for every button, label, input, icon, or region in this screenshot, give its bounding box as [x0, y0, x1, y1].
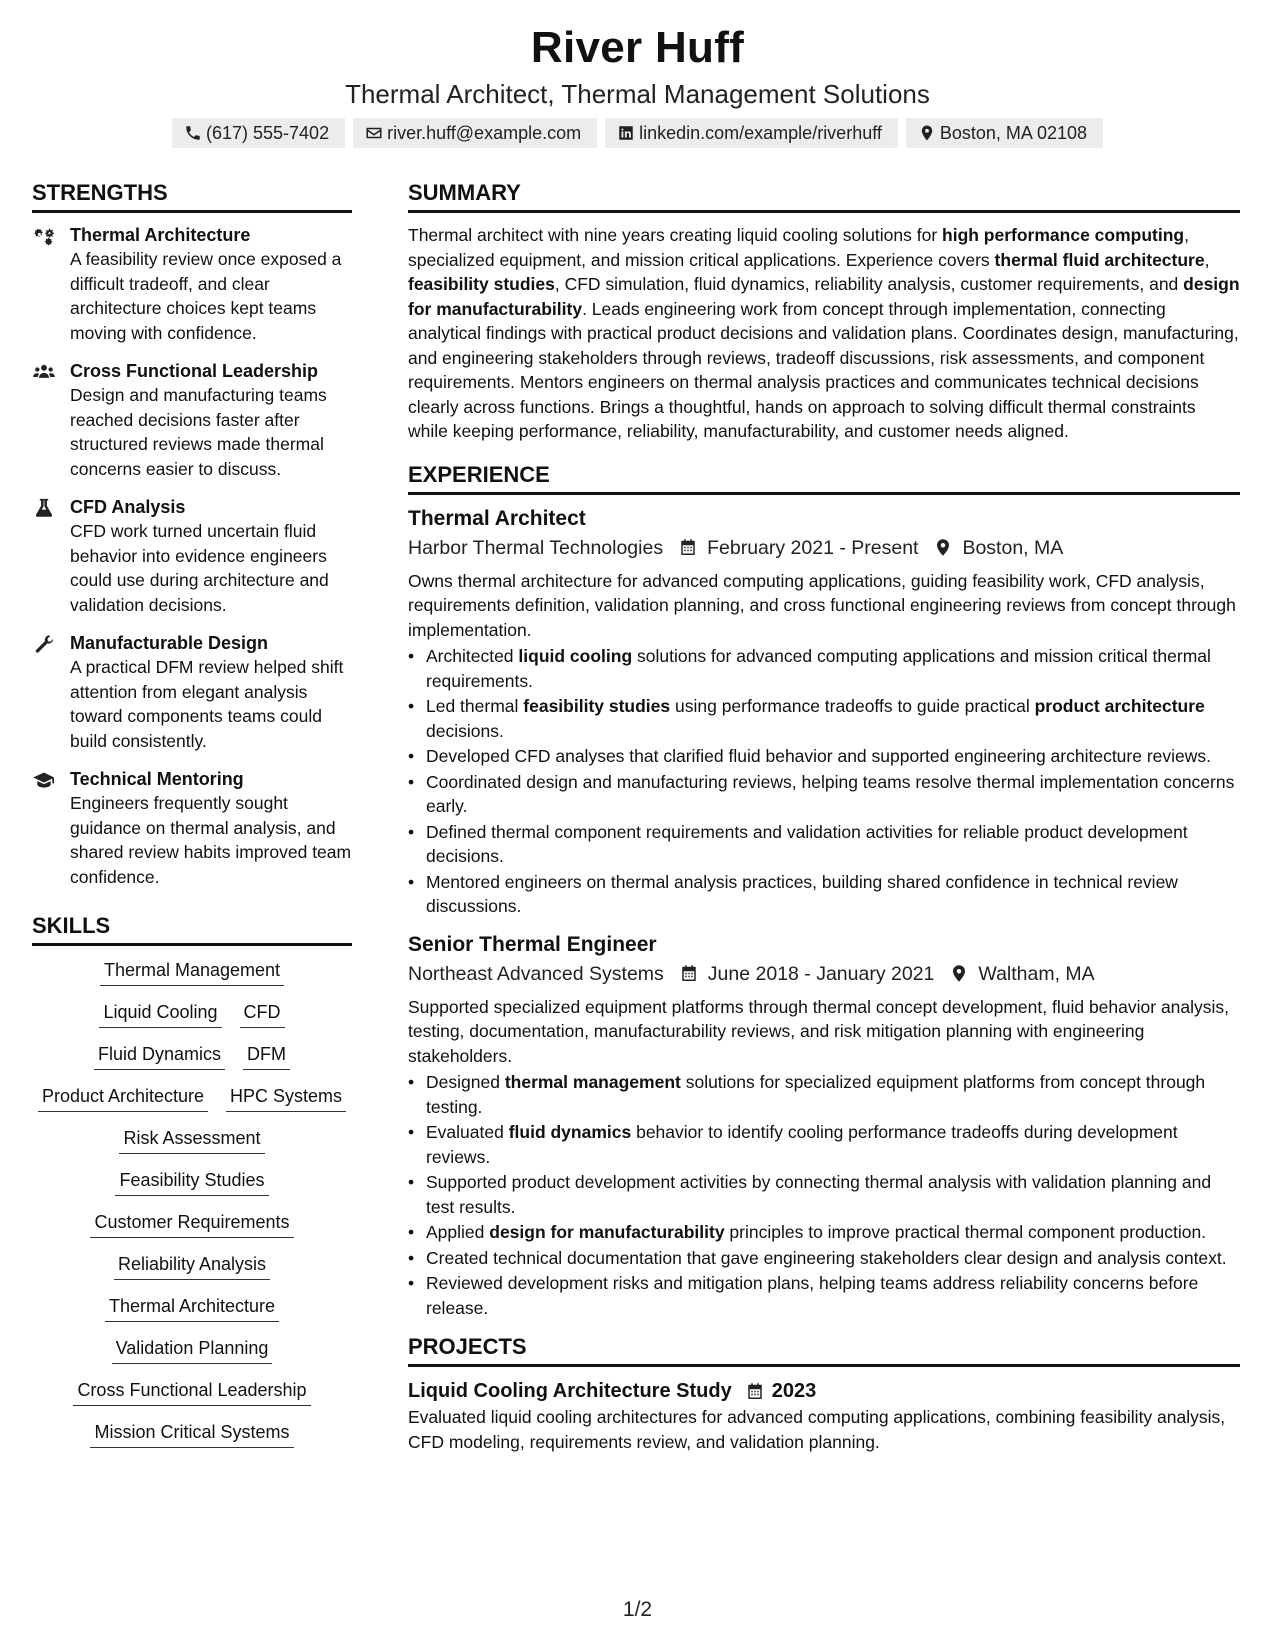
- job-location: Waltham, MA: [978, 962, 1095, 985]
- skill-tag: HPC Systems: [226, 1084, 346, 1112]
- map-pin-icon: [918, 124, 936, 142]
- strength-title: Manufacturable Design: [70, 633, 269, 653]
- summary-text: , specialized equipment, and mission critical applications. Experience covers: [408, 225, 1189, 270]
- job-description: Supported specialized equipment platforms through thermal concept development, fluid behavior analysis, testing, documentation, manufacturability reviews, and risk mitigation planning with engineering stakeholders.: [408, 996, 1230, 1066]
- linkedin-icon: [617, 124, 635, 142]
- strength-description: Design and manufacturing teams reached decisions faster after structured reviews made thermal concerns easier to discuss.: [70, 385, 327, 479]
- summary-text: Thermal architect with nine years creating liquid cooling solutions for: [408, 225, 943, 245]
- bullet-text: Coordinated design and manufacturing reviews, helping teams resolve thermal implementation concerns early.: [426, 771, 1235, 816]
- bullet-item: [408, 744, 1240, 769]
- bullet-text: Designed: [426, 1072, 505, 1092]
- bullet-item: [408, 1220, 1240, 1245]
- phone-icon: [184, 124, 202, 142]
- summary-keyword: high performance computing: [942, 225, 1185, 245]
- bullet-text: Mentored engineers on thermal analysis practices, building shared confidence in technical review discussions.: [426, 871, 1178, 916]
- bullet-text: Defined thermal component requirements and validation activities for reliable product development decisions.: [426, 821, 1188, 866]
- bullet-keyword: fluid dynamics: [508, 1122, 632, 1142]
- job-title: Senior Thermal Engineer: [408, 932, 657, 956]
- project-description: Evaluated liquid cooling architectures for advanced computing applications, combining feasibility analysis, CFD modeling, requirements review, and validation planning.: [408, 1407, 1226, 1452]
- skill-tag: Risk Assessment: [119, 1126, 264, 1154]
- contact-location-text: Boston, MA 02108: [939, 123, 1087, 143]
- summary-keyword: feasibility studies: [408, 274, 555, 294]
- contact-linkedin-text: linkedin.com/example/riverhuff: [639, 123, 882, 143]
- skill-tag: Validation Planning: [112, 1336, 273, 1364]
- bullet-text: solutions for specialized equipment platforms from concept through testing.: [426, 1072, 1206, 1117]
- skill-tag: Liquid Cooling: [99, 1000, 221, 1028]
- project-title: Liquid Cooling Architecture Study: [408, 1380, 732, 1402]
- strength-title: CFD Analysis: [70, 497, 186, 517]
- projects-heading: PROJECTS: [408, 1332, 1240, 1367]
- bullet-text: Created technical documentation that gave engineering stakeholders clear design and analysis context.: [426, 1247, 1227, 1268]
- skill-row: [119, 1126, 264, 1154]
- skill-tag: Fluid Dynamics: [94, 1042, 225, 1070]
- skill-row: [90, 1420, 293, 1448]
- summary-keyword: design for manufacturability: [408, 274, 1240, 319]
- bullet-item: [408, 1070, 1240, 1119]
- skill-row: [99, 1000, 284, 1028]
- gears-icon: [32, 226, 56, 246]
- flask-icon: [32, 498, 56, 518]
- skill-row: [94, 1042, 290, 1070]
- skill-tag: Mission Critical Systems: [90, 1420, 293, 1448]
- skill-row: [73, 1378, 310, 1406]
- summary-paragraph: [408, 223, 1240, 444]
- job-dates: February 2021 - Present: [707, 536, 919, 559]
- skill-row: [38, 1084, 346, 1112]
- wrench-icon: [32, 634, 56, 654]
- summary-heading: SUMMARY: [408, 178, 1240, 213]
- bullet-item: [408, 870, 1240, 919]
- bullet-text: behavior to identify cooling performance tradeoffs during development reviews.: [426, 1122, 1178, 1167]
- strength-item: [32, 495, 352, 617]
- contact-bar: [0, 118, 1275, 148]
- strength-description: Engineers frequently sought guidance on thermal analysis, and shared review habits improved team confidence.: [70, 793, 352, 887]
- skill-row: [90, 1210, 293, 1238]
- contact-phone-text: (617) 555-7402: [205, 123, 330, 143]
- map-pin-icon: [934, 538, 952, 557]
- job-meta: [408, 959, 1240, 989]
- job-dates: June 2018 - January 2021: [707, 962, 935, 985]
- skill-tag: Customer Requirements: [90, 1210, 293, 1238]
- strength-item: [32, 631, 352, 753]
- job-company: Harbor Thermal Technologies: [408, 536, 664, 559]
- candidate-headline: Thermal Architect, Thermal Management Solutions: [345, 79, 930, 109]
- skill-row: [100, 958, 284, 986]
- skill-tag: DFM: [243, 1042, 290, 1070]
- project-entry: [408, 1377, 1240, 1454]
- bullet-item: [408, 770, 1240, 819]
- graduation-cap-icon: [32, 770, 56, 790]
- contact-phone[interactable]: [172, 118, 345, 148]
- job-description: Owns thermal architecture for advanced computing applications, guiding feasibility work, CFD analysis, requirements definition, validation planning, and cross functional engineering reviews from concept through implementation.: [408, 570, 1236, 640]
- skill-tag: Cross Functional Leadership: [73, 1378, 310, 1406]
- bullet-text: Applied: [426, 1222, 490, 1242]
- bullet-text: Evaluated: [426, 1122, 509, 1142]
- bullet-item: [408, 1271, 1240, 1320]
- bullet-item: [408, 644, 1240, 693]
- strength-title: Technical Mentoring: [70, 769, 244, 789]
- project-title-row: [408, 1377, 1240, 1405]
- contact-email-text: river.huff@example.com: [387, 123, 582, 143]
- bullet-keyword: design for manufacturability: [489, 1222, 725, 1242]
- calendar-icon: [679, 538, 697, 557]
- bullet-text: decisions.: [426, 720, 504, 741]
- skill-tag: Thermal Management: [100, 958, 284, 986]
- bullet-text: solutions for advanced computing applications and mission critical thermal requirements.: [426, 646, 1211, 691]
- job-company: Northeast Advanced Systems: [408, 962, 664, 985]
- skill-tag: Feasibility Studies: [115, 1168, 268, 1196]
- job-entry: [408, 931, 1240, 1321]
- skill-tag: CFD: [240, 1000, 285, 1028]
- bullet-item: [408, 1246, 1240, 1271]
- job-title: Thermal Architect: [408, 506, 586, 530]
- skill-row: [105, 1294, 279, 1322]
- resume-header: [0, 20, 1275, 148]
- strength-description: A practical DFM review helped shift attention from elegant analysis toward components teams could build consistently.: [70, 657, 344, 751]
- skill-row: [115, 1168, 268, 1196]
- summary-keyword: thermal fluid architecture: [994, 249, 1205, 270]
- bullet-keyword: feasibility studies: [523, 696, 671, 716]
- contact-linkedin[interactable]: [605, 118, 898, 148]
- map-pin-icon: [950, 964, 968, 983]
- skill-row: [114, 1252, 270, 1280]
- strength-description: A feasibility review once exposed a difficult tradeoff, and clear architecture choices kept teams moving with confidence.: [70, 249, 342, 343]
- summary-text: , CFD simulation, fluid dynamics, reliability analysis, customer requirements, and: [554, 274, 1184, 294]
- strength-item: [32, 359, 352, 481]
- page-number: 1/2: [622, 1598, 653, 1621]
- bullet-text: Supported product development activities by connecting thermal analysis with validation planning and test results.: [426, 1172, 1212, 1217]
- strength-item: [32, 767, 352, 889]
- candidate-name: River Huff: [530, 23, 745, 72]
- summary-text: ,: [1204, 249, 1210, 270]
- calendar-icon: [746, 1382, 764, 1401]
- skill-tag: Thermal Architecture: [105, 1294, 279, 1322]
- contact-email[interactable]: [353, 118, 597, 148]
- job-location: Boston, MA: [962, 536, 1064, 559]
- bullet-item: [408, 820, 1240, 869]
- bullet-text: principles to improve practical thermal component production.: [724, 1222, 1207, 1242]
- skill-tag: Product Architecture: [38, 1084, 208, 1112]
- strength-item: [32, 223, 352, 345]
- job-bullets: [408, 644, 1240, 919]
- left-column: [32, 178, 352, 1462]
- bullet-text: Developed CFD analyses that clarified fluid behavior and supported engineering architecture reviews.: [426, 746, 1212, 766]
- summary-text: . Leads engineering work from concept through implementation, connecting analytical findings with practical product decisions and validation plans. Coordinates design, manufacturing, and engineering stakeholders through reviews, tradeoff discussions, risk assessments, and component requirements. Mentors engineers on thermal analysis practices and communicates technical decisions clearly across functions. Brings a thoughtful, hands on approach to solving difficult thermal constraints while keeping performance, reliability, manufacturability, and customer needs aligned.: [408, 298, 1239, 441]
- job-meta: [408, 533, 1240, 563]
- bullet-item: [408, 1120, 1240, 1169]
- strength-title: Thermal Architecture: [70, 225, 251, 245]
- strengths-heading: STRENGTHS: [32, 178, 352, 213]
- strength-title: Cross Functional Leadership: [70, 361, 319, 381]
- envelope-icon: [365, 124, 383, 142]
- strength-description: CFD work turned uncertain fluid behavior into evidence engineers could use during architecture and validation decisions.: [70, 521, 329, 615]
- users-icon: [32, 362, 56, 382]
- bullet-text: Architected: [426, 646, 519, 666]
- bullet-text: Led thermal: [426, 696, 524, 716]
- bullet-keyword: product architecture: [1034, 696, 1205, 716]
- calendar-icon: [680, 964, 698, 983]
- project-year: 2023: [771, 1380, 817, 1402]
- skills-list: [32, 958, 352, 1462]
- experience-heading: EXPERIENCE: [408, 460, 1240, 495]
- job-entry: [408, 505, 1240, 919]
- bullet-text: using performance tradeoffs to guide practical: [670, 696, 1035, 716]
- right-column: [408, 178, 1240, 1454]
- bullet-keyword: thermal management: [504, 1072, 681, 1092]
- contact-location: [906, 118, 1103, 148]
- bullet-keyword: liquid cooling: [518, 646, 633, 666]
- bullet-item: [408, 694, 1240, 743]
- bullet-text: Reviewed development risks and mitigation plans, helping teams address reliability concerns before release.: [426, 1273, 1199, 1318]
- skill-row: [112, 1336, 273, 1364]
- bullet-item: [408, 1170, 1240, 1219]
- job-bullets: [408, 1070, 1240, 1320]
- skill-tag: Reliability Analysis: [114, 1252, 270, 1280]
- skills-heading: SKILLS: [32, 911, 352, 946]
